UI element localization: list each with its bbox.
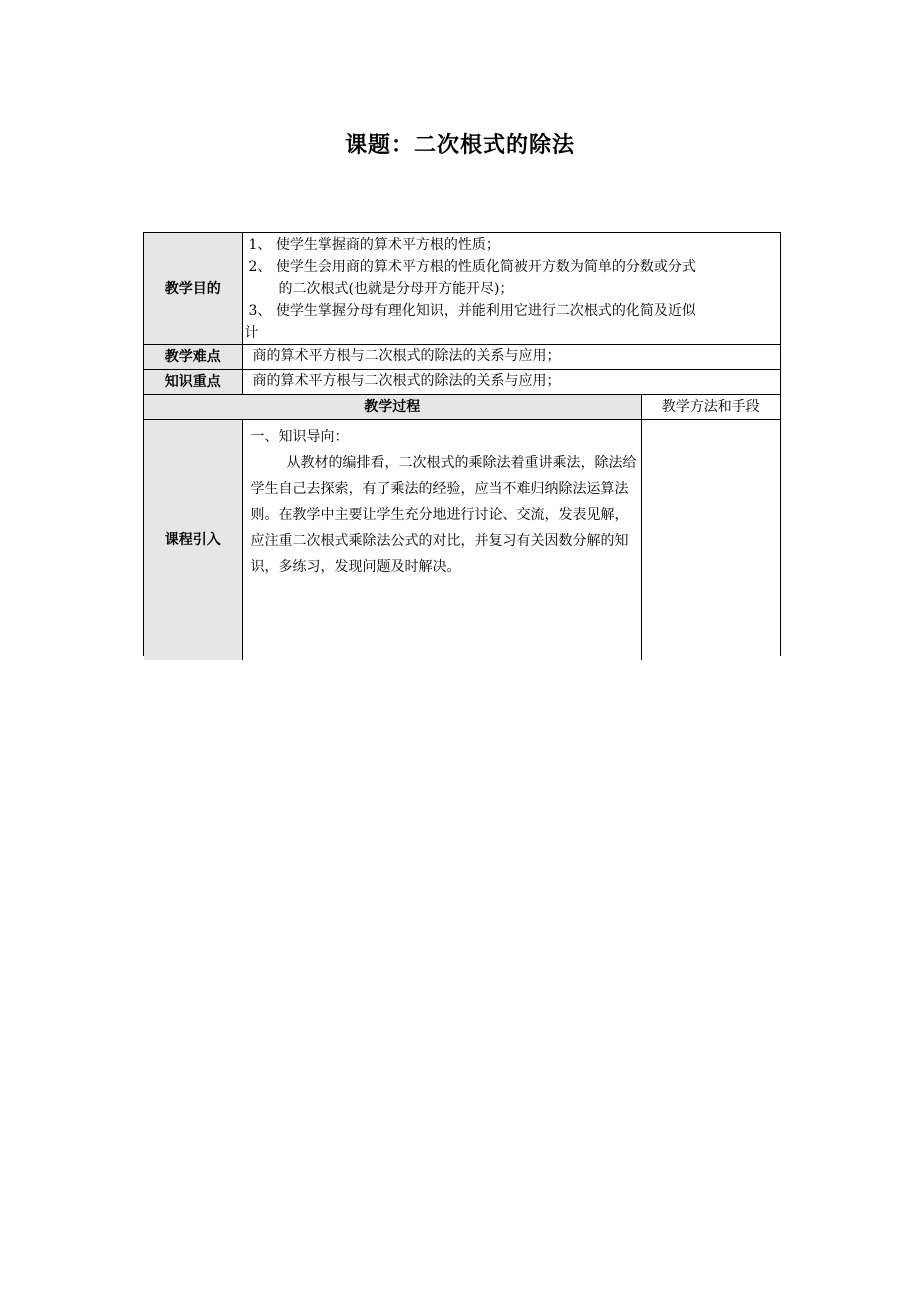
key-points-row [144,370,780,395]
process-header: 教学过程 [144,395,641,420]
goal-item-2: 2、 使学生会用商的算术平方根的性质化简被开方数为简单的分数或分式 [248,259,696,275]
goals-content [242,233,780,345]
difficulty-row [144,345,780,370]
key-points-text: 商的算术平方根与二次根式的除法的关系与应用； [242,370,780,395]
difficulty-text: 商的算术平方根与二次根式的除法的关系与应用； [242,345,780,370]
goal-item-3-continued: 计 [244,325,259,341]
intro-content [242,420,641,660]
process-header-row [144,395,780,420]
intro-row [144,420,780,660]
difficulty-label: 教学难点 [144,345,242,370]
intro-heading: 一、知识导向： [250,429,349,445]
intro-paragraph: 从教材的编排看，二次根式的乘除法着重讲乘法，除法给学生自己去探索，有了乘法的经验，应当不难归纳除法运算法则。在教学中主要让学生充分地进行讨论、交流，发表见解，应注重二次根式乘除法公式的对比，并复习有关因数分解的知识，多练习，发现问题及时解决。 [250,455,637,575]
goals-label: 教学目的 [144,233,242,345]
goal-item-3: 3、 使学生掌握分母有理化知识，并能利用它进行二次根式的化简及近似 [248,303,696,319]
intro-method-cell [641,420,780,660]
key-points-label: 知识重点 [144,370,242,395]
goal-item-2-continued: 的二次根式(也就是分母开方能开尽)； [278,281,514,297]
page-title: 课题：二次根式的除法 [344,133,575,158]
lesson-plan-table [143,232,781,656]
method-header: 教学方法和手段 [641,395,780,420]
intro-label: 课程引入 [144,420,242,660]
goal-item-1: 1、 使学生掌握商的算术平方根的性质； [248,237,500,253]
goals-row [144,233,780,345]
